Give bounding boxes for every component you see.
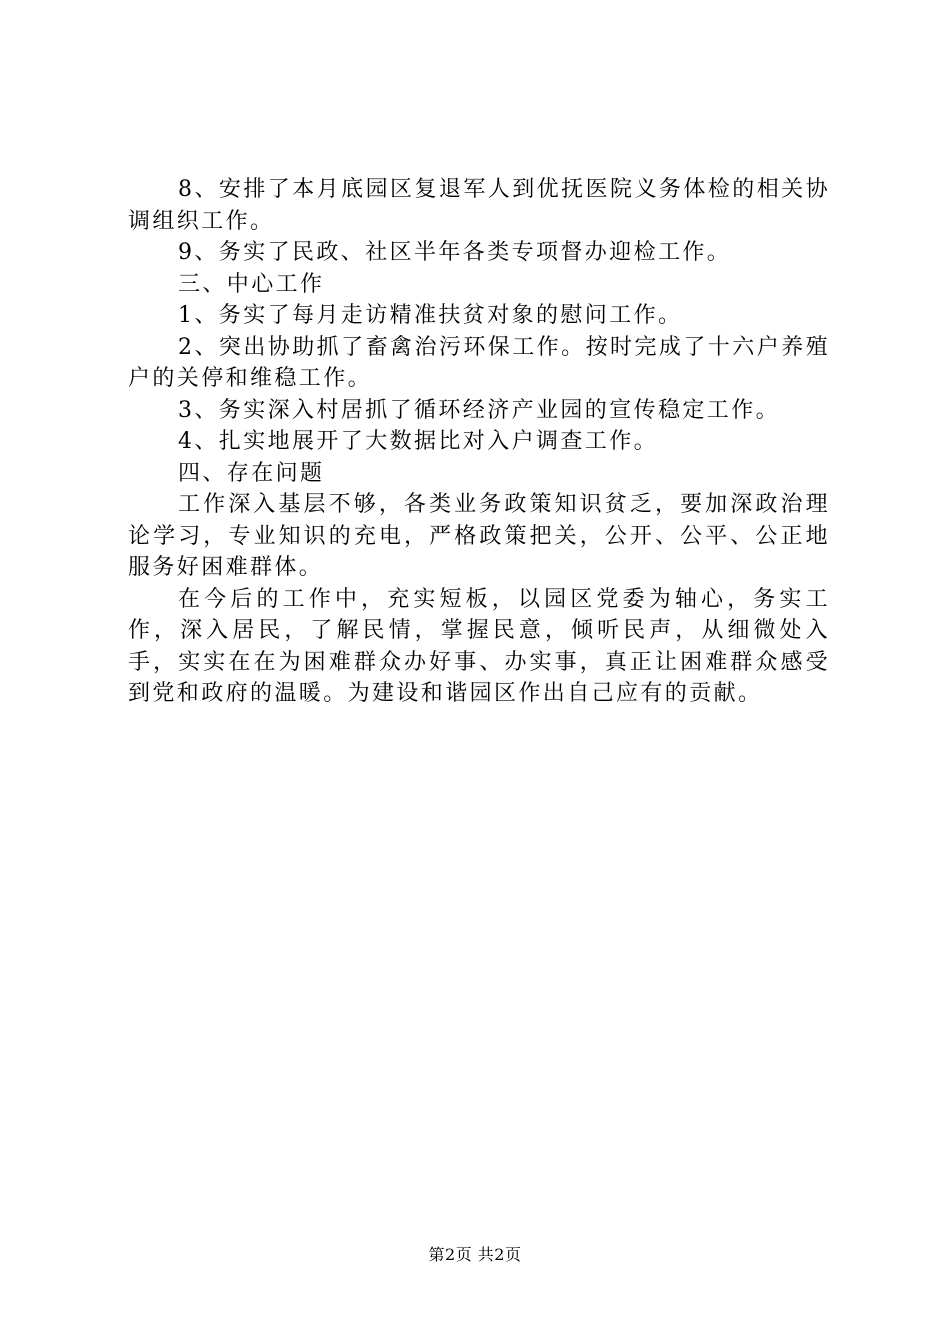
paragraph-item-9: 9、务实了民政、社区半年各类专项督办迎检工作。 — [178, 240, 732, 265]
section-heading-problems: 四、存在问题 — [178, 460, 325, 486]
paragraph-future-work: 在今后的工作中，充实短板，以园区党委为轴心，务实工作，深入居民，了解民情，掌握民意，倾听民声，从细微处入手，实实在在为困难群众办好事、办实事，真正让困难群众感受到党和政府的温暖。为建设和谐园区作出自己应有的贡献。 — [128, 586, 830, 706]
page-number-footer: 第2页 共2页 — [428, 1245, 522, 1264]
document-body — [128, 174, 830, 710]
paragraph-central-3: 3、务实深入村居抓了循环经济产业园的宣传稳定工作。 — [178, 397, 780, 423]
paragraph-central-2: 2、突出协助抓了畜禽治污环保工作。按时完成了十六户养殖户的关停和维稳工作。 — [128, 334, 830, 391]
paragraph-item-8: 8、安排了本月底园区复退军人到优抚医院义务体检的相关协调组织工作。 — [128, 177, 830, 234]
paragraph-problems: 工作深入基层不够，各类业务政策知识贫乏，要加深政治理论学习，专业知识的充电，严格政策把关，公开、公平、公正地服务好困难群体。 — [128, 492, 830, 580]
section-heading-central-work: 三、中心工作 — [178, 271, 325, 297]
paragraph-central-4: 4、扎实地展开了大数据比对入户调查工作。 — [178, 429, 658, 454]
paragraph-central-1: 1、务实了每月走访精准扶贫对象的慰问工作。 — [178, 303, 683, 328]
